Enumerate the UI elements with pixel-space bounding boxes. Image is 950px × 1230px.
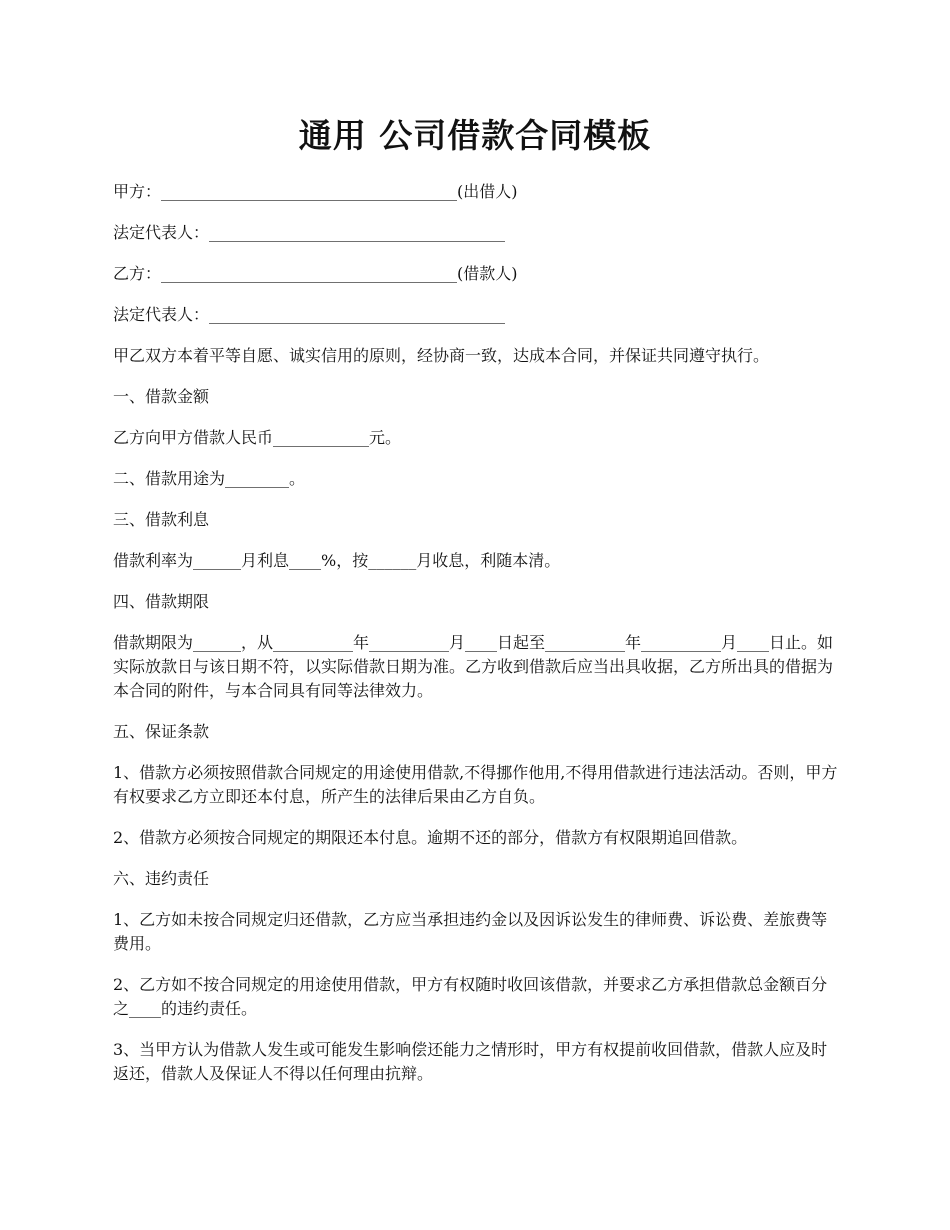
party-b-representative-line: 法定代表人：_____________________________________ (113, 305, 506, 324)
section-heading-amount: 一、借款金额 (113, 387, 210, 406)
liability-clause-3: 3、当甲方认为借款人发生或可能发生影响偿还能力之情形时，甲方有权提前收回借款，借款人应及时返还，借款人及保证人不得以任何理由抗辩。 (113, 1040, 828, 1083)
liability-clause-2: 2、乙方如不按合同规定的用途使用借款，甲方有权随时收回该借款，并要求乙方承担借款总金额百分之____的违约责任。 (113, 975, 828, 1018)
preamble-paragraph: 甲乙双方本着平等自愿、诚实信用的原则，经协商一致，达成本合同，并保证共同遵守执行。 (113, 346, 770, 365)
party-a-representative-line: 法定代表人：_____________________________________ (113, 223, 506, 242)
term-paragraph: 借款期限为______，从__________年__________月____日起至__________年__________月____日止。如实际放款日与该日期不符，以实际借款日期为准。乙方收到借款后应当出具收据，乙方所出具的借据为本合同的附件，与本合同具有同等法律效力。 (113, 633, 834, 700)
interest-paragraph: 借款利率为______月利息____%，按______月收息，利随本清。 (113, 551, 561, 570)
amount-paragraph: 乙方向甲方借款人民币____________元。 (113, 428, 402, 447)
party-b-line: 乙方：_____________________________________(借款人) (113, 264, 518, 283)
section-heading-interest: 三、借款利息 (113, 510, 210, 529)
document-title: 通用 公司借款合同模板 (298, 116, 652, 155)
party-a-line: 甲方：_____________________________________(出借人) (113, 182, 518, 201)
section-heading-term: 四、借款期限 (113, 592, 210, 611)
liability-clause-1: 1、乙方如未按合同规定归还借款，乙方应当承担违约金以及因诉讼发生的律师费、诉讼费、差旅费等费用。 (113, 910, 828, 953)
guarantee-clause-2: 2、借款方必须按合同规定的期限还本付息。逾期不还的部分，借款方有权限期追回借款。 (113, 828, 748, 847)
section-heading-guarantee: 五、保证条款 (113, 722, 210, 741)
section-heading-liability: 六、违约责任 (113, 869, 210, 888)
document-body (113, 180, 843, 1103)
guarantee-clause-1: 1、借款方必须按照借款合同规定的用途使用借款,不得挪作他用,不得用借款进行违法活动。否则，甲方有权要求乙方立即还本付息，所产生的法律后果由乙方自负。 (113, 763, 838, 806)
purpose-paragraph: 二、借款用途为________。 (113, 469, 306, 488)
